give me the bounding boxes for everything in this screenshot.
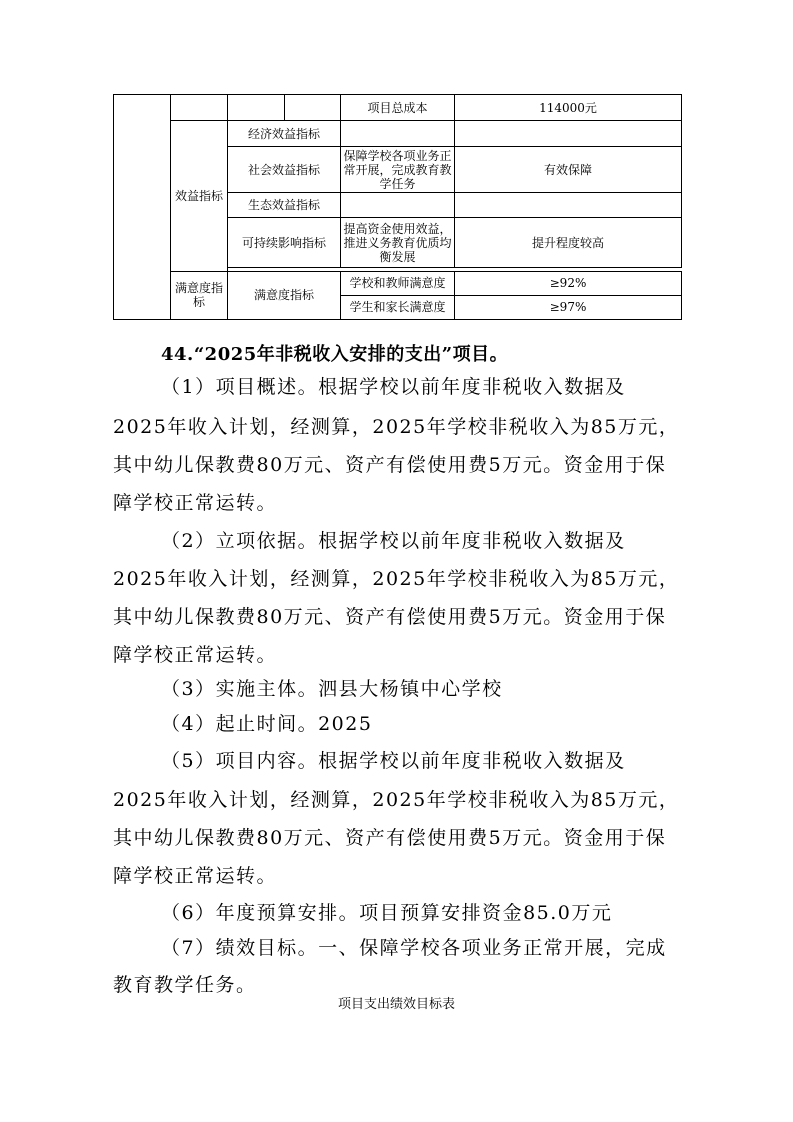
empty-cell bbox=[171, 95, 228, 121]
p2-line4: 障学校正常运转。 bbox=[113, 644, 278, 666]
p5-line2: 2025年收入计划，经测算，2025年学校非税收入为85万元， bbox=[113, 789, 680, 811]
sat-parents-value: ≥97% bbox=[455, 295, 682, 319]
section-heading: 44.“2025年非税收入安排的支出”项目。 bbox=[161, 344, 509, 365]
p1-line2: 2025年收入计划，经测算，2025年学校非税收入为85万元， bbox=[113, 416, 680, 438]
sat-teachers-value: ≥92% bbox=[455, 271, 682, 295]
p5-line3: 其中幼儿保教费80万元、资产有偿使用费5万元。资金用于保 bbox=[113, 827, 667, 849]
empty-cell bbox=[455, 121, 682, 147]
social-indicator-desc: 保障学校各项业务正常开展，完成教育教学任务 bbox=[341, 147, 455, 192]
p2-line1: （2）立项依据。根据学校以前年度非税收入数据及 bbox=[161, 530, 626, 552]
satisfaction-category: 满意度指标 bbox=[171, 271, 228, 320]
sustainable-indicator-desc: 提高资金使用效益，推进义务教育优质均衡发展 bbox=[341, 218, 455, 268]
p5-line1: （5）项目内容。根据学校以前年度非税收入数据及 bbox=[161, 750, 626, 772]
empty-cell bbox=[341, 121, 455, 147]
empty-cell bbox=[285, 95, 341, 121]
sat-parents-label: 学生和家长满意度 bbox=[341, 295, 455, 319]
empty-cell bbox=[455, 192, 682, 217]
p6-line: （6）年度预算安排。项目预算安排资金85.0万元 bbox=[161, 902, 613, 924]
empty-cell bbox=[341, 192, 455, 217]
social-indicator-value: 有效保障 bbox=[455, 147, 682, 192]
performance-table bbox=[113, 94, 682, 320]
benefit-category: 效益指标 bbox=[171, 121, 228, 271]
outer-category-cell bbox=[114, 95, 171, 320]
p1-line4: 障学校正常运转。 bbox=[113, 492, 278, 514]
p3-line: （3）实施主体。泗县大杨镇中心学校 bbox=[161, 678, 503, 700]
p1-line3: 其中幼儿保教费80万元、资产有偿使用费5万元。资金用于保 bbox=[113, 454, 667, 476]
economic-indicator-label: 经济效益指标 bbox=[228, 121, 341, 147]
p1-line1: （1）项目概述。根据学校以前年度非税收入数据及 bbox=[161, 376, 626, 398]
total-cost-value: 114000元 bbox=[455, 95, 682, 121]
ecological-indicator-label: 生态效益指标 bbox=[228, 192, 341, 217]
sustainable-indicator-label: 可持续影响指标 bbox=[228, 218, 341, 268]
sustainable-indicator-value: 提升程度较高 bbox=[455, 218, 682, 268]
p5-line4: 障学校正常运转。 bbox=[113, 865, 278, 887]
p2-line2: 2025年收入计划，经测算，2025年学校非税收入为85万元， bbox=[113, 568, 680, 590]
table-caption: 项目支出绩效目标表 bbox=[337, 997, 455, 1012]
sat-teachers-label: 学校和教师满意度 bbox=[341, 271, 455, 295]
social-indicator-label: 社会效益指标 bbox=[228, 147, 341, 192]
p7-line1: （7）绩效目标。一、保障学校各项业务正常开展，完成 bbox=[161, 937, 667, 959]
empty-cell bbox=[228, 95, 285, 121]
p2-line3: 其中幼儿保教费80万元、资产有偿使用费5万元。资金用于保 bbox=[113, 606, 667, 628]
satisfaction-indicator-label: 满意度指标 bbox=[228, 271, 341, 320]
p7-line2: 教育教学任务。 bbox=[113, 974, 257, 996]
p4-line: （4）起止时间。2025 bbox=[161, 713, 373, 735]
total-cost-label: 项目总成本 bbox=[341, 95, 455, 121]
